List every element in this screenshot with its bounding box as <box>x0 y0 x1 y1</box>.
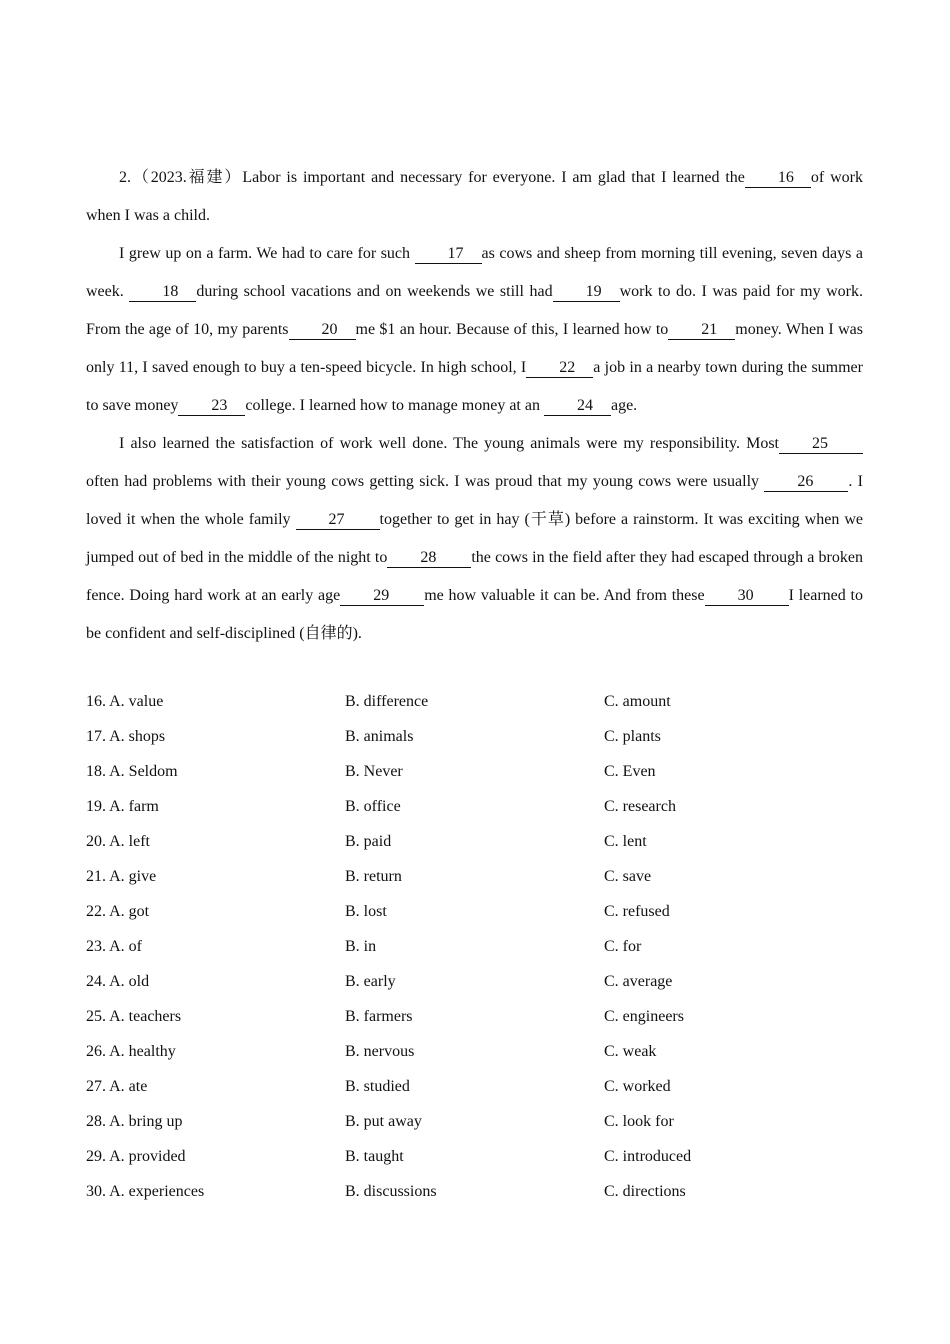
blank-24: 24 <box>544 397 611 416</box>
option-c: C. directions <box>604 1183 686 1200</box>
option-row <box>86 1034 863 1069</box>
text: the cows in the field after they had escaped through a broken fence. Doing hard work at an early age <box>86 549 863 604</box>
text: Labor is important and necessary for everyone. I am glad that I learned the <box>242 169 745 186</box>
blank-22: 22 <box>526 359 593 378</box>
option-row <box>86 1104 863 1139</box>
option-row <box>86 1139 863 1174</box>
option-b: B. put away <box>345 1113 422 1130</box>
blank-20: 20 <box>289 321 356 340</box>
text: . I loved it when the whole family <box>86 473 864 528</box>
blank-30: 30 <box>705 587 789 606</box>
option-b: B. animals <box>345 728 414 745</box>
option-c: C. refused <box>604 903 670 920</box>
option-b: B. farmers <box>345 1008 413 1025</box>
option-a: 16. A. value <box>86 693 164 710</box>
option-b: B. lost <box>345 903 387 920</box>
text: together to get in hay (干草) before a rainstorm. It was exciting when we jumped out of bed in the middle of the night to <box>86 511 863 566</box>
option-row <box>86 964 863 999</box>
option-a: 17. A. shops <box>86 728 166 745</box>
option-a: 23. A. of <box>86 938 142 955</box>
text: money. When I was only 11, I saved enough to buy a ten-speed bicycle. In high school, I <box>86 321 863 376</box>
text: college. I learned how to manage money at an <box>245 397 544 414</box>
option-row <box>86 754 863 789</box>
option-row <box>86 1069 863 1104</box>
option-b: B. discussions <box>345 1183 437 1200</box>
option-c: C. weak <box>604 1043 657 1060</box>
option-c: C. look for <box>604 1113 674 1130</box>
text: often had problems with their young cows getting sick. I was proud that my young cows were usually <box>86 473 765 490</box>
option-a: 21. A. give <box>86 868 157 885</box>
option-b: B. taught <box>345 1148 404 1165</box>
blank-17: 17 <box>415 245 482 264</box>
blank-28: 28 <box>387 549 471 568</box>
option-a: 30. A. experiences <box>86 1183 205 1200</box>
option-b: B. paid <box>345 833 392 850</box>
option-a: 25. A. teachers <box>86 1008 182 1025</box>
option-row <box>86 1174 863 1209</box>
option-c: C. plants <box>604 728 661 745</box>
text: a job in a nearby town during the summer to save money <box>86 359 863 414</box>
option-row <box>86 719 863 754</box>
option-c: C. introduced <box>604 1148 692 1165</box>
option-b: B. nervous <box>345 1043 415 1060</box>
option-b: B. studied <box>345 1078 410 1095</box>
option-row <box>86 859 863 894</box>
blank-27: 27 <box>296 511 380 530</box>
text: I grew up on a farm. We had to care for such <box>119 245 415 262</box>
option-a: 27. A. ate <box>86 1078 148 1095</box>
option-row <box>86 929 863 964</box>
option-a: 20. A. left <box>86 833 150 850</box>
paragraph-3 <box>86 425 863 653</box>
option-a: 29. A. provided <box>86 1148 186 1165</box>
option-c: C. for <box>604 938 642 955</box>
option-row <box>86 894 863 929</box>
paragraph-1 <box>86 159 863 235</box>
option-b: B. Never <box>345 763 403 780</box>
option-b: B. office <box>345 798 401 815</box>
text: age. <box>610 397 638 414</box>
text: of work when I was a child. <box>86 169 863 224</box>
question-source: 2.（2023.福建） <box>119 169 243 186</box>
text: me $1 an hour. Because of this, I learned how to <box>355 321 669 338</box>
option-c: C. amount <box>604 693 671 710</box>
option-b: B. difference <box>345 693 429 710</box>
option-c: C. average <box>604 973 673 990</box>
text: work to do. I was paid for my work. From the age of 10, my parents <box>86 283 864 338</box>
blank-18: 18 <box>129 283 196 302</box>
cloze-passage <box>86 159 863 653</box>
option-c: C. research <box>604 798 676 815</box>
blank-21: 21 <box>668 321 735 340</box>
option-row <box>86 824 863 859</box>
option-b: B. in <box>345 938 377 955</box>
option-b: B. early <box>345 973 396 990</box>
option-a: 26. A. healthy <box>86 1043 176 1060</box>
option-a: 22. A. got <box>86 903 150 920</box>
paragraph-2 <box>86 235 863 425</box>
option-a: 28. A. bring up <box>86 1113 183 1130</box>
text: I learned to be confident and self-disciplined (自律的). <box>86 587 864 642</box>
option-b: B. return <box>345 868 402 885</box>
text: as cows and sheep from morning till evening, seven days a week. <box>86 245 863 300</box>
blank-23: 23 <box>178 397 245 416</box>
option-c: C. Even <box>604 763 656 780</box>
option-row <box>86 684 863 719</box>
option-row <box>86 789 863 824</box>
option-a: 19. A. farm <box>86 798 159 815</box>
option-c: C. lent <box>604 833 647 850</box>
blank-26: 26 <box>764 473 848 492</box>
option-a: 24. A. old <box>86 973 150 990</box>
text: I also learned the satisfaction of work well done. The young animals were my responsibility. Most <box>119 435 779 452</box>
blank-29: 29 <box>340 587 424 606</box>
option-c: C. worked <box>604 1078 671 1095</box>
option-c: C. save <box>604 868 652 885</box>
blank-25: 25 <box>779 435 863 454</box>
blank-16: 16 <box>745 169 811 188</box>
option-c: C. engineers <box>604 1008 684 1025</box>
blank-19: 19 <box>553 283 620 302</box>
option-row <box>86 999 863 1034</box>
text: during school vacations and on weekends we still had <box>196 283 553 300</box>
text: me how valuable it can be. And from these <box>424 587 705 604</box>
answer-options <box>86 684 863 1209</box>
option-a: 18. A. Seldom <box>86 763 178 780</box>
